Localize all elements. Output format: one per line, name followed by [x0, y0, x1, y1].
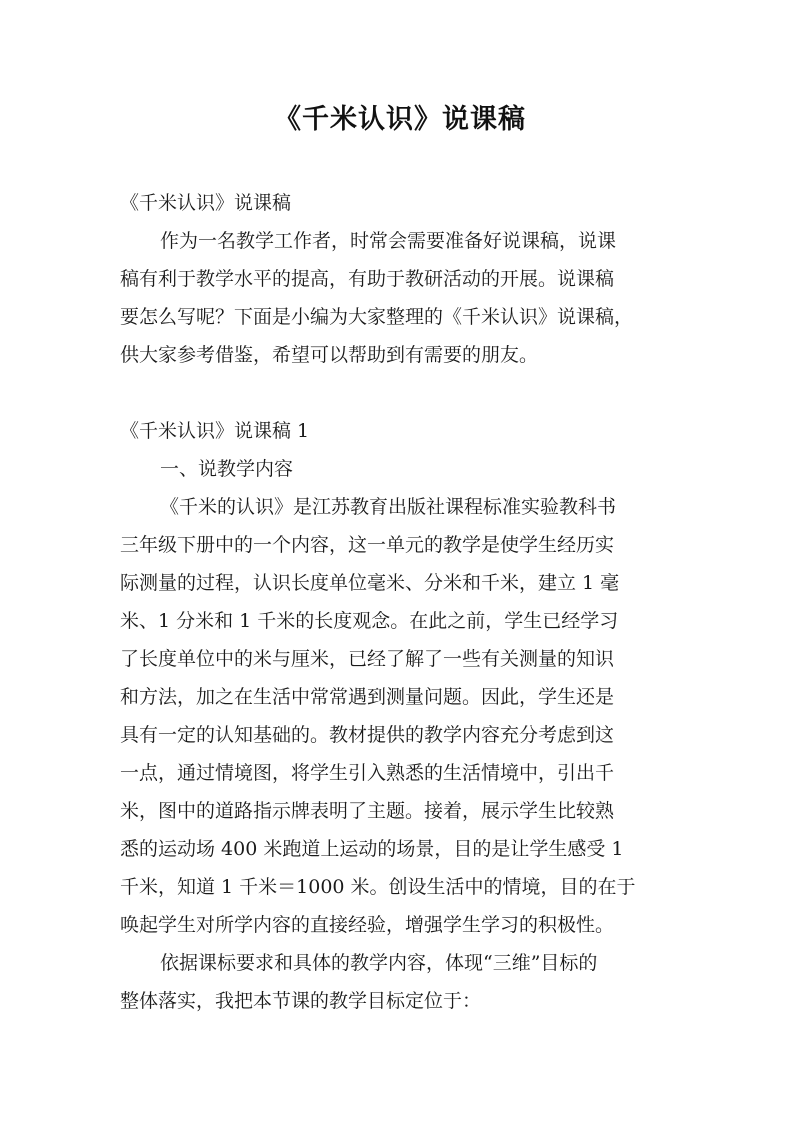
intro-line: 稿有利于教学水平的提高，有助于教研活动的开展。说课稿	[120, 268, 615, 290]
paragraph-line: 依据课标要求和具体的教学内容，体现“三维”目标的	[160, 952, 598, 974]
intro-line: 作为一名教学工作者，时常会需要准备好说课稿，说课	[160, 230, 617, 252]
paragraph-line: 唤起学生对所学内容的直接经验，增强学生学习的积极性。	[120, 914, 615, 936]
intro-line: 供大家参考借鉴，希望可以帮助到有需要的朋友。	[120, 344, 539, 366]
paragraph-line: 际测量的过程，认识长度单位毫米、分米和千米，建立 1 毫	[120, 572, 620, 594]
paragraph-line: 一点，通过情境图，将学生引入熟悉的生活情境中，引出千	[120, 762, 615, 784]
paragraph-line: 和方法，加之在生活中常常遇到测量问题。因此，学生还是	[120, 686, 615, 708]
section-heading: 《千米认识》说课稿 1	[120, 420, 310, 442]
paragraph-line: 悉的运动场 400 米跑道上运动的场景，目的是让学生感受 1	[120, 838, 624, 860]
page-title: 《千米认识》说课稿	[274, 104, 526, 135]
section-subheading: 一、说教学内容	[160, 458, 294, 480]
subtitle: 《千米认识》说课稿	[120, 192, 292, 214]
intro-block	[120, 184, 680, 374]
paragraph-line: 了长度单位中的米与厘米，已经了解了一些有关测量的知识	[120, 648, 615, 670]
paragraph-line: 米，图中的道路指示牌表明了主题。接着，展示学生比较熟	[120, 800, 615, 822]
section1-block	[120, 412, 680, 1020]
paragraph-line: 具有一定的认知基础的。教材提供的教学内容充分考虑到这	[120, 724, 615, 746]
paragraph-line: 千米，知道 1 千米＝1000 米。创设生活中的情境，目的在于	[120, 876, 636, 898]
paragraph-line: 《千米的认识》是江苏教育出版社课程标准实验教科书	[160, 496, 617, 518]
intro-line: 要怎么写呢？下面是小编为大家整理的《千米认识》说课稿，	[120, 306, 634, 328]
paragraph-line: 三年级下册中的一个内容，这一单元的教学是使学生经历实	[120, 534, 615, 556]
paragraph-line: 整体落实，我把本节课的教学目标定位于：	[120, 990, 482, 1012]
paragraph-line: 米、1 分米和 1 千米的长度观念。在此之前，学生已经学习	[120, 610, 619, 632]
